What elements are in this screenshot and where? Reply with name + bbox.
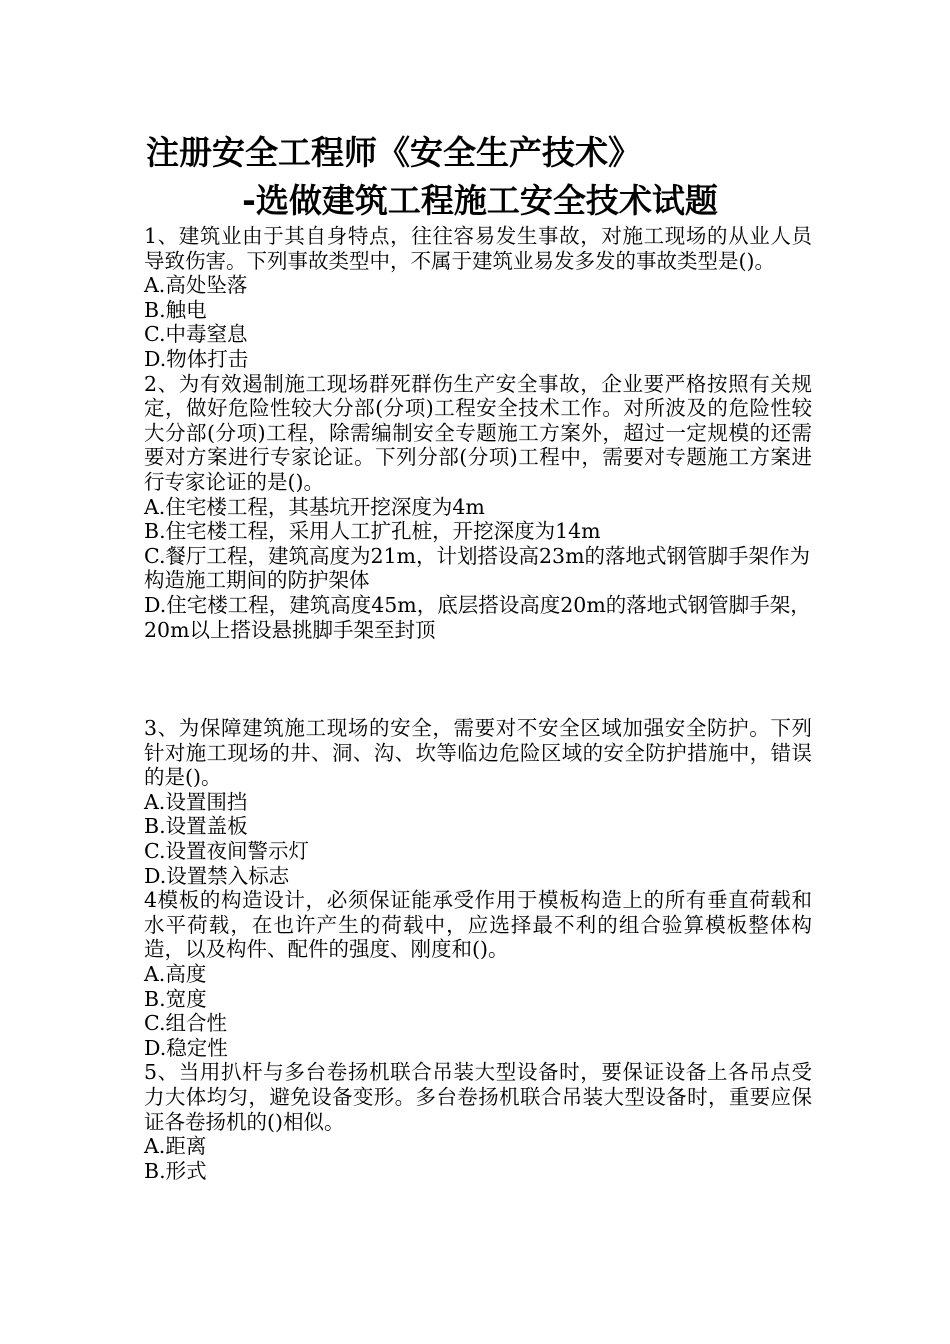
option-c: C.餐厅工程，建筑高度为21m，计划搭设高23m的落地式钢管脚手架作为构造施工期间的防护架体: [144, 543, 811, 593]
question-stem: 2、为有效遏制施工现场群死群伤生产安全事故，企业要严格按照有关规定，做好危险性较大分部(分项)工程安全技术工作。对所波及的危险性较大分部(分项)工程，除需编制安全专题施工方案外，超过一定规模的还需要对方案进行专家论证。下列分部(分项)工程中，需要对专题施工方案进行专家论证的是()。: [144, 371, 812, 494]
option-d: D.稳定性: [144, 1035, 228, 1060]
option-d: D.设置禁入标志: [144, 863, 290, 888]
question-stem: 5、当用扒杆与多台卷扬机联合吊装大型设备时，要保证设备上各吊点受力大体均匀，避免设备变形。多台卷扬机联合吊装大型设备时，重要应保证各卷扬机的()相似。: [144, 1060, 812, 1134]
option-a: A.设置围挡: [144, 789, 248, 814]
option-a: A.高度: [144, 962, 207, 987]
option-d: D.住宅楼工程，建筑高度45m，底层搭设高度20m的落地式钢管脚手架，20m以上搭设悬挑脚手架至封顶: [144, 592, 811, 642]
question-list: [144, 224, 812, 1183]
question-stem: 1、建筑业由于其自身特点，往往容易发生事故，对施工现场的从业人员导致伤害。下列事故类型中，不属于建筑业易发多发的事故类型是()。: [144, 224, 812, 273]
option-c: C.组合性: [144, 1011, 227, 1036]
question-5: [144, 1060, 812, 1183]
option-b: B.设置盖板: [144, 814, 248, 839]
blank-gap: [144, 642, 812, 716]
option-c: C.设置夜间警示灯: [144, 839, 309, 864]
option-d: D.物体打击: [144, 346, 249, 371]
option-a: A.距离: [144, 1134, 207, 1159]
option-c: C.中毒窒息: [144, 322, 248, 347]
option-b: B.住宅楼工程，采用人工扩孔桩，开挖深度为14m: [144, 519, 601, 544]
title-line-1: 注册安全工程师《安全生产技术》: [146, 133, 641, 172]
question-stem: 3、为保障建筑施工现场的安全，需要对不安全区域加强安全防护。下列针对施工现场的井、洞、沟、坎等临边危险区域的安全防护措施中，错误的是()。: [144, 716, 812, 790]
option-a: A.高处坠落: [144, 273, 248, 298]
question-1: [144, 224, 812, 372]
question-stem: 4模板的构造设计，必须保证能承受作用于模板构造上的所有垂直荷载和水平荷载，在也许产生的荷载中，应选择最不利的组合验算模板整体构造，以及构件、配件的强度、刚度和()。: [144, 888, 812, 962]
option-b: B.触电: [144, 297, 207, 322]
question-3: [144, 716, 812, 888]
option-b: B.形式: [144, 1158, 207, 1183]
question-4: [144, 888, 812, 1060]
option-a: A.住宅楼工程，其基坑开挖深度为4m: [144, 494, 485, 519]
question-2: [144, 372, 812, 643]
option-b: B.宽度: [144, 986, 207, 1011]
title-line-2: -选做建筑工程施工安全技术试题: [242, 181, 718, 220]
